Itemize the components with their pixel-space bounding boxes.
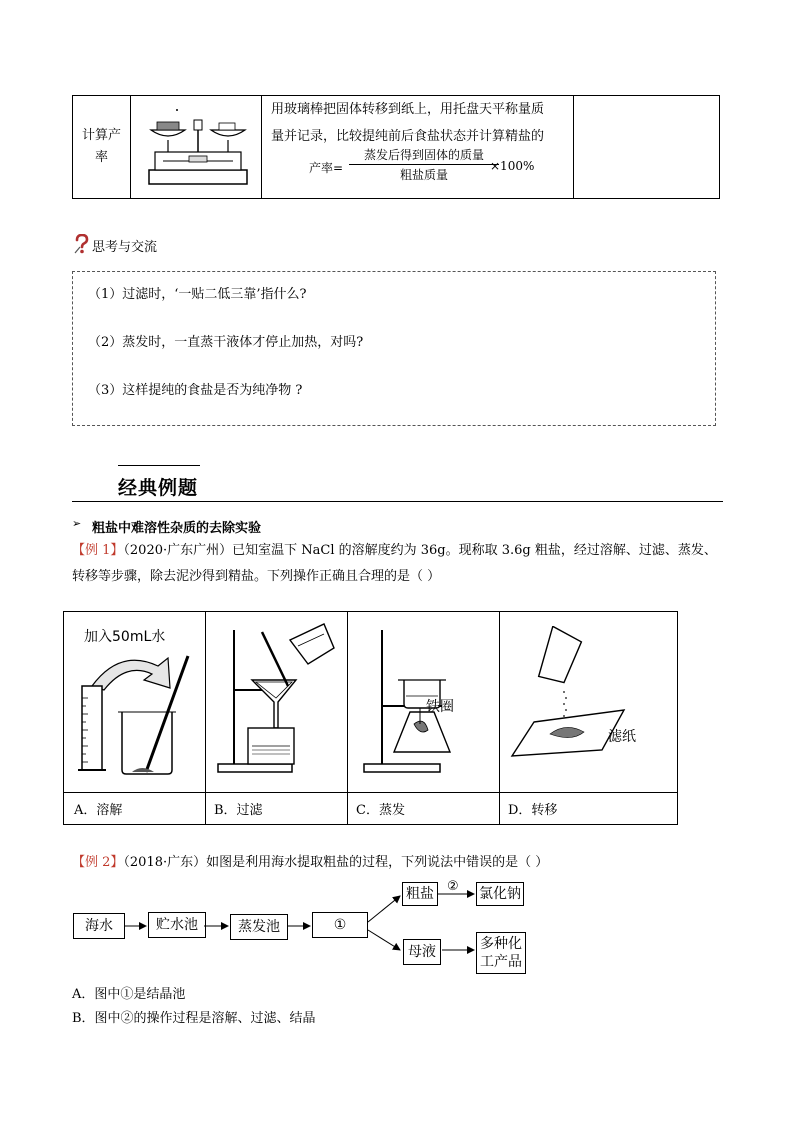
step-label: 计算产 率 <box>81 128 121 165</box>
fig-d-label: 滤纸 <box>608 729 636 745</box>
caption-d: D．转移 <box>508 803 558 818</box>
subsection-heading: 粗盐中难溶性杂质的去除实验 <box>92 521 262 536</box>
flow-evaporation-pond: 蒸发池 <box>230 914 288 940</box>
formula-numerator: 蒸发后得到固体的质量 <box>349 146 499 165</box>
think-title: 思考与交流 <box>92 240 158 255</box>
heading-rule <box>72 501 723 502</box>
fig-a-label: 加入50mL水 <box>84 629 166 645</box>
heading-rule <box>118 465 200 466</box>
fig-c-label: 铁圈 <box>426 699 454 715</box>
caption-a: A．溶解 <box>74 803 123 818</box>
option-b: B．图中②的操作过程是溶解、过滤、结晶 <box>72 1011 316 1026</box>
flow-seawater: 海水 <box>73 913 125 939</box>
flow-step-2: ② <box>447 879 459 894</box>
example-2-text: 【例 2】（2018·广东）如图是利用海水提取粗盐的过程，下列说法中错误的是（ ） <box>72 855 549 870</box>
step-description: 用玻璃棒把固体转移到纸上，用托盘天平称量质 量并记录，比较提纯前后食盐状态并计算精盐的 <box>271 102 545 144</box>
flow-step-1: ① <box>312 912 368 938</box>
formula-denominator: 粗盐质量 <box>399 168 448 182</box>
option-a: A．图中①是结晶池 <box>72 987 186 1002</box>
flow-crude-salt: 粗盐 <box>402 882 438 906</box>
think-question-2: （2）蒸发时，一直蒸干液体才停止加热，对吗? <box>88 335 364 350</box>
example-1-text: 【例 1】（2020·广东广州）已知室温下 NaCl 的溶解度约为 36g。现称取 3.6g 粗盐，经过溶解、过滤、蒸发、 转移等步骤，除去泥沙得到精盐。下列操作正确且合理的是（ ） <box>72 543 717 584</box>
caption-c: C．蒸发 <box>356 803 405 818</box>
think-question-3: （3）这样提纯的食盐是否为纯净物 ? <box>88 383 303 398</box>
flow-mother-liquor: 母液 <box>403 939 441 965</box>
caption-b: B．过滤 <box>214 803 263 818</box>
example-tag: 【例 2】 <box>72 855 124 870</box>
yield-table: 计算产 率 用玻璃棒把固体转移到纸上，用托盘天平称量质 量并记录，比较提纯前后食盐状态并计算精盐的 产率= 蒸发后得到固体的质量 粗盐质量 ×100% <box>72 95 720 199</box>
balance-scale-image <box>143 106 253 190</box>
flow-sodium-chloride: 氯化钠 <box>476 882 524 906</box>
example-tag: 【例 1】 <box>72 543 124 558</box>
table-divider <box>261 96 262 198</box>
figure-table <box>63 611 678 825</box>
flow-storage-pond: 贮水池 <box>148 912 206 938</box>
think-question-1: （1）过滤时，‘一贴二低三靠’指什么? <box>88 287 307 302</box>
flow-chemical-products: 多种化 工产品 <box>476 932 526 974</box>
flow-arrows <box>60 870 540 980</box>
fig-b-filtration-image <box>212 620 344 788</box>
fig-a-dissolve-image <box>70 646 202 788</box>
section-title: 经典例题 <box>118 477 199 499</box>
table-divider <box>130 96 131 198</box>
table-divider <box>64 792 677 793</box>
arrow-bullet-icon: ➢ <box>72 517 82 530</box>
question-mark-icon <box>73 234 91 254</box>
